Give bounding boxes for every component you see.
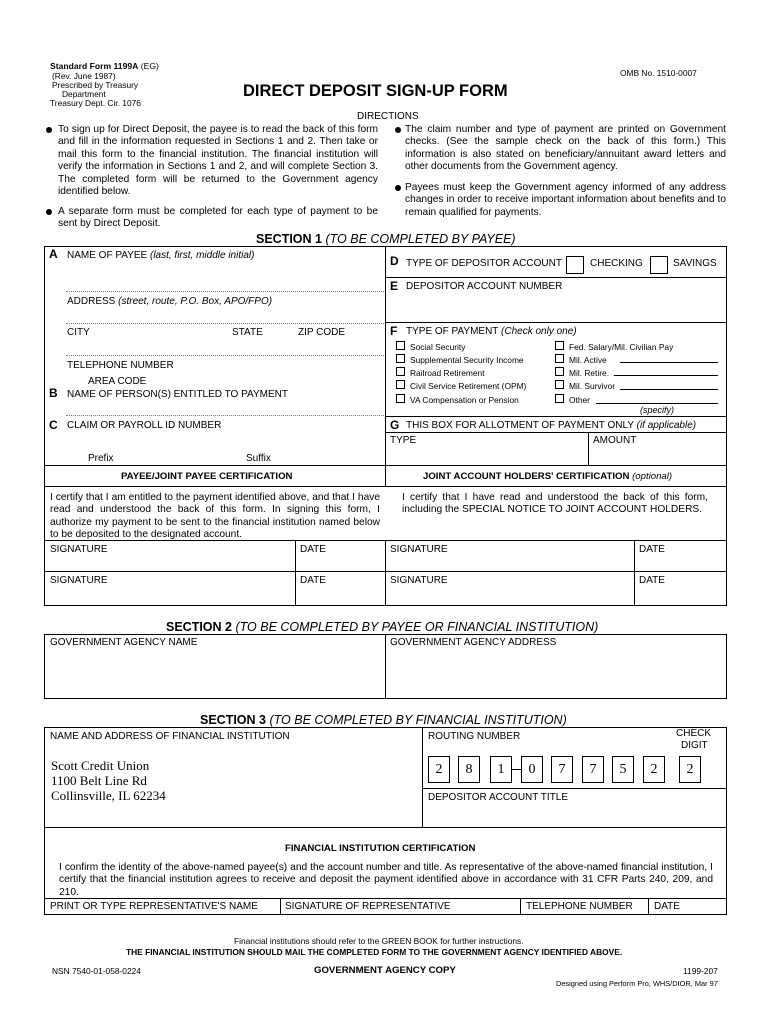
bullet bbox=[46, 209, 52, 215]
letter-e: E bbox=[390, 279, 399, 293]
divider bbox=[295, 540, 296, 606]
fi-city: Collinsville, IL 62234 bbox=[51, 788, 166, 803]
divider bbox=[44, 827, 727, 828]
circular: Treasury Dept. Cir. 1076 bbox=[50, 98, 141, 108]
bullet bbox=[395, 185, 401, 191]
other-checkbox[interactable] bbox=[555, 394, 564, 403]
section-1-title: SECTION 1 (TO BE COMPLETED BY PAYEE) bbox=[256, 232, 516, 246]
letter-c: C bbox=[49, 418, 58, 432]
va-checkbox[interactable] bbox=[396, 394, 405, 403]
section-3-title: SECTION 3 (TO BE COMPLETED BY FINANCIAL INSTITUTION) bbox=[200, 713, 567, 727]
mil-retire-checkbox[interactable] bbox=[555, 367, 564, 376]
divider bbox=[385, 246, 386, 486]
divider bbox=[66, 355, 384, 356]
divider bbox=[66, 291, 384, 292]
mil-survivor-checkbox[interactable] bbox=[555, 380, 564, 389]
account-number-field[interactable] bbox=[405, 294, 725, 320]
date-label: DATE bbox=[639, 575, 665, 586]
signature-label: SIGNATURE bbox=[390, 575, 448, 586]
payment-option-label: Supplemental Security Income bbox=[410, 355, 524, 365]
divider bbox=[66, 415, 384, 416]
routing-digit[interactable]: 2 bbox=[428, 756, 450, 783]
divider bbox=[648, 898, 649, 915]
routing-digit[interactable]: 5 bbox=[612, 756, 634, 783]
rep-signature-label: SIGNATURE OF REPRESENTATIVE bbox=[285, 901, 451, 912]
specify-label: (specify) bbox=[640, 405, 675, 415]
agency-address-label: GOVERNMENT AGENCY ADDRESS bbox=[390, 637, 557, 648]
checking-checkbox[interactable] bbox=[566, 256, 584, 274]
page-title: DIRECT DEPOSIT SIGN-UP FORM bbox=[243, 82, 508, 100]
fi-cert-text: I confirm the identity of the above-named payee(s) and the account number and title. As representative of the above-named financial institution, I certify that the financial institution agrees to receive and deposit the payment identified above in accordance with 31 CFR Parts 240, 209, and 210. bbox=[59, 862, 713, 898]
letter-f: F bbox=[390, 324, 398, 338]
letter-a: A bbox=[49, 247, 58, 261]
copy-designation: GOVERNMENT AGENCY COPY bbox=[314, 965, 456, 976]
divider bbox=[385, 540, 386, 606]
payment-option-label: Civil Service Retirement (OPM) bbox=[410, 381, 527, 391]
fi-cert-title: FINANCIAL INSTITUTION CERTIFICATION bbox=[285, 843, 476, 854]
allotment-label: THIS BOX FOR ALLOTMENT OF PAYMENT ONLY (if applicable) bbox=[406, 420, 697, 431]
section-2-title: SECTION 2 (TO BE COMPLETED BY PAYEE OR FINANCIAL INSTITUTION) bbox=[166, 620, 599, 634]
savings-label: SAVINGS bbox=[673, 258, 717, 269]
payee-name-field[interactable] bbox=[66, 262, 382, 290]
routing-digit[interactable]: 0 bbox=[521, 756, 543, 783]
other-specify-line[interactable] bbox=[596, 403, 718, 404]
date-label: DATE bbox=[300, 575, 326, 586]
divider bbox=[385, 416, 727, 417]
payment-option-label: Other bbox=[569, 395, 590, 405]
payment-option-label: Mil. Active bbox=[569, 355, 607, 365]
claim-id-label: CLAIM OR PAYROLL ID NUMBER bbox=[67, 420, 222, 431]
entitled-persons-label: NAME OF PERSON(S) ENTITLED TO PAYMENT bbox=[67, 389, 288, 400]
bullet bbox=[46, 127, 52, 133]
payment-option-label: Social Security bbox=[410, 342, 466, 352]
directions-left-2: A separate form must be completed for each type of payment to be sent by Direct Deposit. bbox=[58, 206, 378, 230]
letter-g: G bbox=[390, 418, 400, 432]
checking-label: CHECKING bbox=[590, 258, 643, 269]
mail-instruction: THE FINANCIAL INSTITUTION SHOULD MAIL THE COMPLETED FORM TO THE GOVERNMENT AGENCY IDENTIFIED ABOVE. bbox=[126, 947, 623, 957]
divider bbox=[44, 571, 727, 572]
fi-name-label: NAME AND ADDRESS OF FINANCIAL INSTITUTION bbox=[50, 731, 290, 742]
green-book-note: Financial institutions should refer to the GREEN BOOK for further instructions. bbox=[234, 936, 524, 946]
divider bbox=[385, 634, 386, 699]
rep-date-label: DATE bbox=[654, 901, 680, 912]
letter-b: B bbox=[49, 386, 58, 400]
payment-type-label: TYPE OF PAYMENT (Check only one) bbox=[406, 326, 577, 337]
account-number-label: DEPOSITOR ACCOUNT NUMBER bbox=[406, 281, 563, 292]
fed-salary-checkbox[interactable] bbox=[555, 341, 564, 350]
divider bbox=[44, 486, 727, 487]
fi-street: 1100 Belt Line Rd bbox=[51, 773, 147, 788]
agency-name-label: GOVERNMENT AGENCY NAME bbox=[50, 637, 198, 648]
nsn-number: NSN 7540-01-058-0224 bbox=[52, 966, 141, 976]
suffix-label: Suffix bbox=[246, 453, 271, 464]
address-field[interactable] bbox=[66, 308, 382, 324]
routing-digit[interactable]: 7 bbox=[551, 756, 573, 783]
area-code-label: AREA CODE bbox=[88, 376, 147, 387]
rep-name-label: PRINT OR TYPE REPRESENTATIVE'S NAME bbox=[50, 901, 258, 912]
state-label: STATE bbox=[232, 327, 263, 338]
designed-note: Designed using Perform Pro, WHS/DIOR, Mar 97 bbox=[556, 979, 718, 988]
check-digit-label-1: CHECK bbox=[676, 728, 712, 739]
type-label: TYPE bbox=[390, 435, 417, 446]
divider bbox=[588, 432, 589, 465]
payee-name-label: NAME OF PAYEE (last, first, middle initial) bbox=[67, 250, 255, 261]
divider bbox=[385, 432, 727, 433]
divider bbox=[614, 375, 718, 376]
joint-cert-text: I certify that I have read and understood the back of this form, including the SPECIAL NOTICE TO JOINT ACCOUNT HOLDERS. bbox=[402, 492, 708, 516]
payment-option-label: Fed. Salary/Mil. Civilian Pay bbox=[569, 342, 674, 352]
signature-label: SIGNATURE bbox=[50, 544, 108, 555]
date-label: DATE bbox=[639, 544, 665, 555]
date-label: DATE bbox=[300, 544, 326, 555]
divider bbox=[620, 362, 718, 363]
prescribed: Prescribed by Treasury bbox=[52, 80, 139, 90]
divider bbox=[620, 389, 718, 390]
account-type-label: TYPE OF DEPOSITOR ACCOUNT bbox=[406, 258, 562, 269]
savings-checkbox[interactable] bbox=[650, 256, 668, 274]
divider bbox=[422, 727, 423, 827]
signature-label: SIGNATURE bbox=[390, 544, 448, 555]
civil-service-checkbox[interactable] bbox=[396, 380, 405, 389]
revision: (Rev. June 1987) bbox=[52, 71, 116, 81]
divider bbox=[385, 322, 727, 323]
form-number: 1199-207 bbox=[683, 966, 718, 976]
amount-label: AMOUNT bbox=[593, 435, 637, 446]
letter-d: D bbox=[390, 254, 399, 268]
check-digit[interactable]: 2 bbox=[679, 756, 701, 783]
telephone-label: TELEPHONE NUMBER bbox=[67, 360, 174, 371]
divider bbox=[634, 540, 635, 606]
department: Department bbox=[62, 89, 106, 99]
payment-option-label: Railroad Retirement bbox=[410, 368, 485, 378]
form-name: Standard Form 1199A (EG) bbox=[50, 61, 159, 71]
signature-label: SIGNATURE bbox=[50, 575, 108, 586]
divider bbox=[385, 277, 727, 278]
social-security-checkbox[interactable] bbox=[396, 341, 405, 350]
omb-number: OMB No. 1510-0007 bbox=[620, 68, 697, 78]
payment-option-label: VA Compensation or Pension bbox=[410, 395, 519, 405]
divider bbox=[66, 323, 384, 324]
fi-name: Scott Credit Union bbox=[51, 758, 150, 773]
mil-active-checkbox[interactable] bbox=[555, 354, 564, 363]
payee-cert-text: I certify that I am entitled to the payment identified above, and that I have read and understood the back of this form. In signing this form, I authorize my payment to be sent to the financial institution named below to be deposited to the designated account. bbox=[50, 492, 380, 541]
divider bbox=[44, 898, 727, 899]
directions-left-1: To sign up for Direct Deposit, the payee is to read the back of this form and fill in the information requested in Sections 1 and 2. Then take or mail this form to the financial institution. The financial institution will verify the information in Sections 1 and 2, and will complete Section 3. The completed form will be returned to the Government agency identified below. bbox=[58, 124, 378, 198]
divider bbox=[422, 788, 727, 789]
joint-cert-title: JOINT ACCOUNT HOLDERS' CERTIFICATION (optional) bbox=[423, 471, 673, 482]
routing-digit[interactable]: 2 bbox=[643, 756, 665, 783]
routing-number-label: ROUTING NUMBER bbox=[428, 731, 521, 742]
zip-label: ZIP CODE bbox=[298, 327, 346, 338]
railroad-checkbox[interactable] bbox=[396, 367, 405, 376]
directions-right-2: Payees must keep the Government agency informed of any address changes in order to receive important information about benefits and to remain qualified for payments. bbox=[405, 182, 726, 218]
divider bbox=[520, 898, 521, 915]
routing-digit[interactable]: 8 bbox=[458, 756, 480, 783]
payment-option-label: Mil. Retire. bbox=[569, 368, 610, 378]
rep-telephone-label: TELEPHONE NUMBER bbox=[526, 901, 633, 912]
payment-option-label: Mil. Survivor bbox=[569, 381, 616, 391]
ssi-checkbox[interactable] bbox=[396, 354, 405, 363]
payee-cert-title: PAYEE/JOINT PAYEE CERTIFICATION bbox=[121, 471, 293, 482]
account-title-label: DEPOSITOR ACCOUNT TITLE bbox=[428, 792, 569, 803]
address-label: ADDRESS (street, route, P.O. Box, APO/FPO) bbox=[67, 296, 273, 307]
bullet bbox=[395, 127, 401, 133]
divider bbox=[280, 898, 281, 915]
divider bbox=[44, 465, 727, 466]
routing-digit[interactable]: 7 bbox=[582, 756, 604, 783]
directions-right-1: The claim number and type of payment are printed on Government checks. (See the sample check on the back of this form.) This information is also stated on beneficiary/annuitant award letters and other documents from the Government agency. bbox=[405, 124, 726, 173]
prefix-label: Prefix bbox=[88, 453, 114, 464]
check-digit-label-2: DIGIT bbox=[681, 740, 708, 751]
routing-digit[interactable]: 1 bbox=[490, 756, 512, 783]
city-label: CITY bbox=[67, 327, 90, 338]
directions-heading: DIRECTIONS bbox=[357, 111, 419, 122]
